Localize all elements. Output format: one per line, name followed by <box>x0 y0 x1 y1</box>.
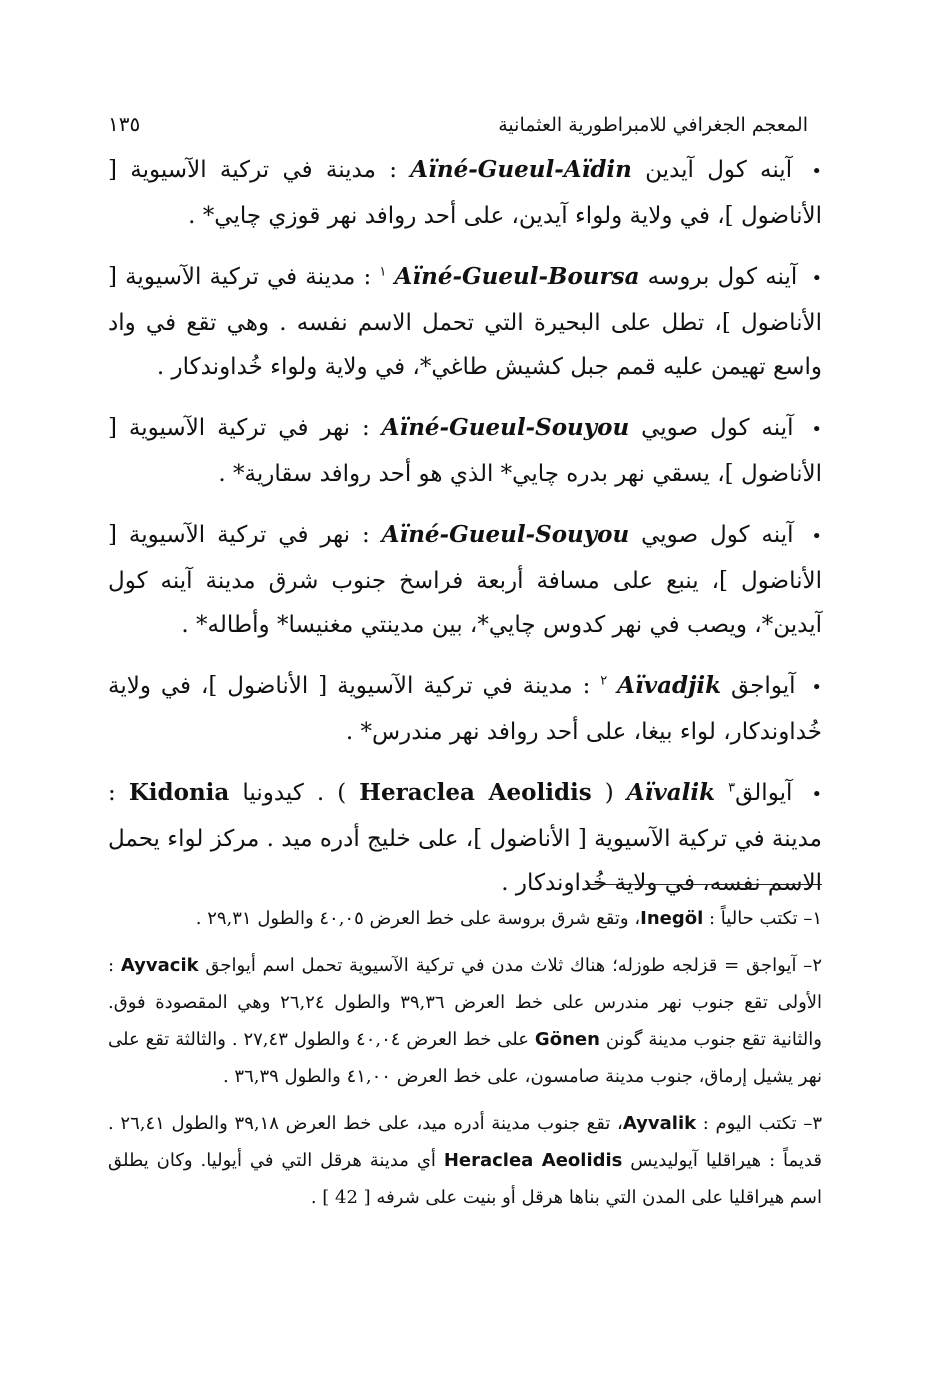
footnote-2 <box>108 947 822 1095</box>
footnote-text: أي مدينة هرقل التي في أيوليا. وكان يطلق اسم هيراقليا على المدن التي بناها هرقل أو بنيت على شرفه [ 42 ] . <box>108 1150 822 1208</box>
footnote-text: ، وتقع شرق بروسة على خط العرض ٤٠,٠٥ والطول ٢٩,٣١ . <box>195 908 641 929</box>
footnote-latin: Inegöl <box>640 908 704 929</box>
gazetteer-entries <box>108 148 822 922</box>
entry-text: : مدينة في تركية الآسيوية [ الأناضول ]، في ولاية خُداوندكار، لواء بيغا، على أحد روافد نهر مندرس* . <box>108 673 822 745</box>
footnote-text: ٣– تكتب اليوم : <box>702 1113 822 1134</box>
footnote-divider <box>586 884 822 885</box>
footnote-1 <box>108 900 822 937</box>
entry-latin-term: Aïné-Gueul-Souyou <box>381 414 630 441</box>
page-header <box>108 100 808 136</box>
footnote-marker: ٣ <box>728 780 736 796</box>
footnote-latin-2: Heraclea Aeolidis <box>443 1150 623 1171</box>
entry-latin-term: Aïvadjik <box>617 672 722 699</box>
bullet-icon: • <box>811 268 823 289</box>
entry-text: : نهر في تركية الآسيوية [ الأناضول ]، يسقي نهر بدره چايي* الذي هو أحد روافد سقارية* . <box>108 415 822 487</box>
footnote-latin: Ayvacik <box>120 955 199 976</box>
footnote-3 <box>108 1105 822 1216</box>
entry-text: : مدينة في تركية الآسيوية [ الأناضول ]، تطل على البحيرة التي تحمل الاسم نفسه . وهي تقع في واد واسع تهيمن عليه قمم جبل كشيش طاغي*، في ولاية ولواء خُداوندكار . <box>108 264 822 380</box>
running-title: المعجم الجغرافي للامبراطورية العثمانية <box>498 114 808 136</box>
entry-latin-term: Aïné-Gueul-Aïdin <box>410 156 632 183</box>
entry-arabic-alias: كيدونيا <box>242 780 304 806</box>
entry-latin-alias-2: Kidonia <box>128 779 230 806</box>
entry-arabic-name: آينه كول بروسه <box>647 264 798 290</box>
footnote-marker: ١ <box>379 264 387 280</box>
footnote-text: ١– تكتب حالياً : <box>709 908 822 929</box>
entry-text: : مدينة في تركية الآسيوية [ الأناضول ]، على خليج أدره ميد . مركز لواء يحمل الاسم نفسه، في ولاية خُداوندكار . <box>108 780 822 896</box>
entry-arabic-name: آينه كول صويي <box>641 522 794 548</box>
footnote-text: ، تقع جنوب مدينة أدره ميد، على خط العرض ٣٩,١٨ والطول ٢٦,٤١ . قديماً : هيراقليا آيوليديس <box>108 1113 822 1171</box>
entry-latin-term: Aïvalik <box>626 779 716 806</box>
entry-arabic-name: آينه كول صويي <box>641 415 794 441</box>
entry-text: : نهر في تركية الآسيوية [ الأناضول ]، ينبع على مسافة أربعة فراسخ جنوب شرق مدينة آينه كول آيدين*، ويصب في نهر كدوس چايي*، بين مدينتي مغنيسا* وأطاله* . <box>108 522 822 638</box>
entry-aine-gueul-souyou-2 <box>108 513 822 647</box>
entry-arabic-name: آيواجق <box>731 673 796 699</box>
footnote-text: ٢– آيواجق = قزلجه طوزله؛ هناك ثلاث مدن في تركية الآسيوية تحمل اسم أيواجق <box>205 955 822 976</box>
entry-latin-term: Aïné-Gueul-Boursa <box>394 263 640 290</box>
entry-arabic-name: آيوالق <box>735 780 793 806</box>
entry-text: : مدينة في تركية الآسيوية [ الأناضول ]، في ولاية ولواء آيدين، على أحد روافد نهر قوزي چايي* . <box>108 157 822 229</box>
entry-aine-gueul-aidin <box>108 148 822 238</box>
bullet-icon: • <box>811 677 823 698</box>
entry-arabic-name: آينه كول آيدين <box>645 157 793 183</box>
entry-aivalik: • آيوالق$^٣$ Aïvalik ( Heraclea Aeolidis ) . كيدونيا Kidonia : مدينة في تركية الآسيوية [ الأناضول ]، على خليج أدره ميد . مركز لواء يحمل الاسم نفسه، في ولاية خُداوندكار . <box>108 779 823 896</box>
entry-latin-alias: Heraclea Aeolidis <box>359 779 592 806</box>
bullet-icon: • <box>811 419 823 440</box>
footnote-latin-2: Gönen <box>534 1029 600 1050</box>
entry-aine-gueul-souyou-1 <box>108 406 822 496</box>
entry-latin-term: Aïné-Gueul-Souyou <box>381 521 630 548</box>
entry-aivadjik <box>108 664 822 754</box>
footnote-text: على خط العرض ٤٠,٠٤ والطول ٢٧,٤٣ . والثالثة تقع على نهر يشيل إرماق، جنوب مدينة صامسون، على خط العرض ٤١,٠٠ والطول ٣٦,٣٩ . <box>108 1029 822 1087</box>
bullet-icon: • <box>811 784 823 805</box>
footnote-marker: ٢ <box>600 673 608 689</box>
page-number: ١٣٥ <box>108 112 141 136</box>
bullet-icon: • <box>811 161 823 182</box>
bullet-icon: • <box>811 526 823 547</box>
footnotes <box>108 900 822 1226</box>
entry-aine-gueul-boursa <box>108 255 822 389</box>
footnote-latin: Ayvalik <box>622 1113 697 1134</box>
footnote-text: : الأولى تقع جنوب نهر مندرس على خط العرض ٣٩,٣٦ والطول ٢٦,٢٤ وهي المقصودة فوق. والثانية تقع جنوب مدينة گونن <box>108 955 823 1050</box>
